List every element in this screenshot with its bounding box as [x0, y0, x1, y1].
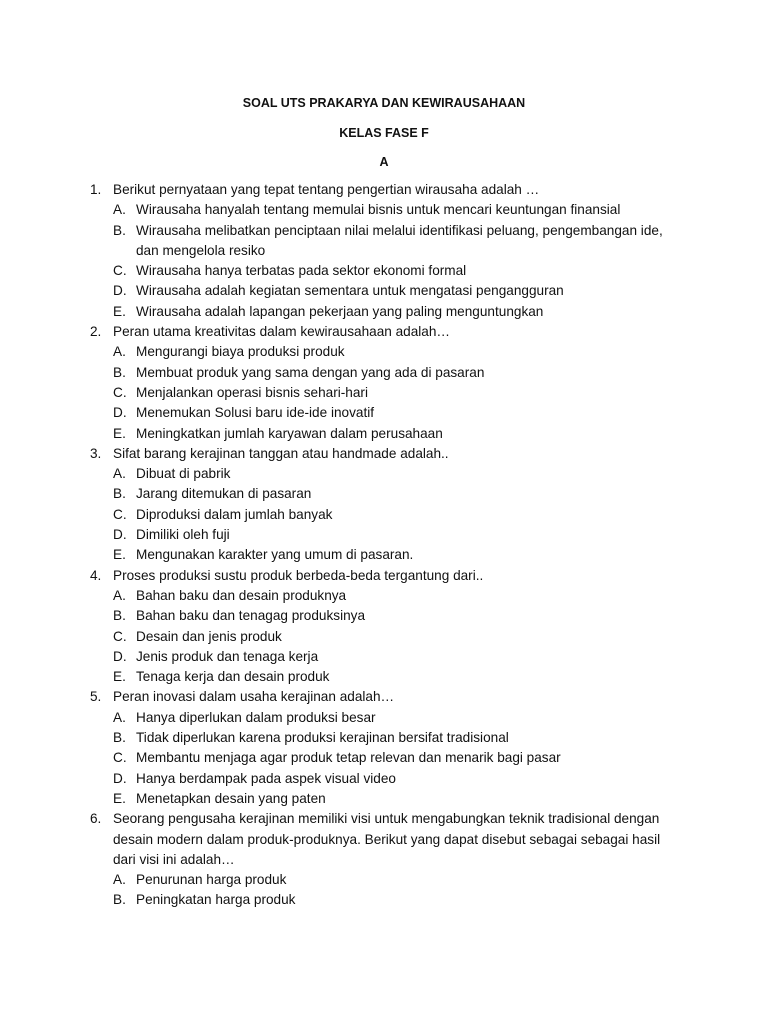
option-item	[0, 342, 768, 362]
option-text: Jarang ditemukan di pasaran	[136, 486, 312, 502]
option-item	[0, 200, 768, 220]
option-item	[0, 728, 768, 748]
question-text: Peran inovasi dalam usaha kerajinan adalah…	[113, 689, 395, 705]
option-list	[0, 586, 768, 687]
option-list	[0, 464, 768, 565]
option-item	[0, 261, 768, 281]
option-text: Peningkatan harga produk	[136, 892, 296, 908]
option-letter: C.	[113, 384, 127, 400]
option-item	[0, 221, 768, 262]
option-letter: B.	[113, 486, 126, 502]
question-number: 5.	[90, 689, 102, 705]
option-item	[0, 383, 768, 403]
option-letter: C.	[113, 628, 127, 644]
option-letter: A.	[113, 872, 126, 888]
question-text: Peran utama kreativitas dalam kewirausahaan adalah…	[113, 324, 451, 340]
option-text: Jenis produk dan tenaga kerja	[136, 648, 319, 664]
question-number: 6.	[90, 811, 102, 827]
option-text: Dimiliki oleh fuji	[136, 527, 230, 543]
option-item	[0, 667, 768, 687]
option-text: Menemukan Solusi baru ide-ide inovatif	[136, 405, 375, 421]
option-item	[0, 525, 768, 545]
option-item	[0, 586, 768, 606]
option-list	[0, 200, 768, 322]
option-text: Mengurangi biaya produksi produk	[136, 344, 345, 360]
question-number: 4.	[90, 567, 102, 583]
option-text: Penurunan harga produk	[136, 872, 287, 888]
option-text: Wirausaha melibatkan penciptaan nilai melalui identifikasi peluang, pengembangan ide, dan mengelola resiko	[136, 222, 663, 258]
option-item	[0, 890, 768, 910]
option-item	[0, 708, 768, 728]
option-item	[0, 403, 768, 423]
option-letter: D.	[113, 527, 127, 543]
option-list	[0, 342, 768, 443]
question-2	[0, 322, 768, 444]
question-text: Sifat barang kerajinan tanggan atau handmade adalah..	[113, 445, 449, 461]
option-item	[0, 464, 768, 484]
option-text: Diproduksi dalam jumlah banyak	[136, 506, 333, 522]
question-5	[0, 687, 768, 809]
option-text: Tenaga kerja dan desain produk	[136, 669, 330, 685]
option-text: Membantu menjaga agar produk tetap relevan dan menarik bagi pasar	[136, 750, 561, 766]
option-text: Meningkatkan jumlah karyawan dalam perusahaan	[136, 425, 443, 441]
option-item	[0, 545, 768, 565]
option-item	[0, 789, 768, 809]
option-text: Menjalankan operasi bisnis sehari-hari	[136, 384, 368, 400]
question-6	[0, 809, 768, 910]
option-text: Wirausaha adalah kegiatan sementara untuk mengatasi pengangguran	[136, 283, 564, 299]
option-letter: A.	[113, 344, 126, 360]
option-letter: E.	[113, 425, 126, 441]
option-item	[0, 870, 768, 890]
option-text: Wirausaha adalah lapangan pekerjaan yang paling menguntungkan	[136, 303, 544, 319]
question-number: 2.	[90, 324, 102, 340]
question-3	[0, 444, 768, 566]
option-item	[0, 748, 768, 768]
option-letter: D.	[113, 405, 127, 421]
option-text: Hanya diperlukan dalam produksi besar	[136, 709, 376, 725]
option-list	[0, 708, 768, 809]
option-text: Hanya berdampak pada aspek visual video	[136, 770, 396, 786]
option-letter: B.	[113, 364, 126, 380]
question-list	[0, 180, 768, 911]
class-label: KELAS FASE F	[339, 126, 429, 140]
option-letter: E.	[113, 547, 126, 563]
question-1	[0, 180, 768, 322]
question-number: 1.	[90, 182, 102, 197]
option-letter: E.	[113, 669, 126, 685]
option-letter: C.	[113, 506, 127, 522]
option-letter: C.	[113, 750, 127, 766]
document-title: SOAL UTS PRAKARYA DAN KEWIRAUSAHAAN	[242, 96, 526, 110]
option-letter: C.	[113, 263, 127, 279]
option-letter: A.	[113, 202, 126, 218]
option-item	[0, 363, 768, 383]
option-item	[0, 302, 768, 322]
option-text: Tidak diperlukan karena produksi kerajinan bersifat tradisional	[136, 730, 509, 746]
option-text: Menetapkan desain yang paten	[136, 790, 326, 806]
option-letter: E.	[113, 303, 126, 319]
option-item	[0, 505, 768, 525]
option-letter: A.	[113, 587, 126, 603]
option-text: Bahan baku dan desain produknya	[136, 587, 347, 603]
option-text: Bahan baku dan tenagag produksinya	[136, 608, 366, 624]
option-text: Desain dan jenis produk	[136, 628, 282, 644]
question-text: Seorang pengusaha kerajinan memiliki visi untuk mengabungkan teknik tradisional dengan desain modern dalam produk-produknya. Berikut yang dapat disebut sebagai sebagai hasil dari visi ini adalah…	[113, 811, 661, 867]
option-item	[0, 484, 768, 504]
question-text: Berikut pernyataan yang tepat tentang pengertian wirausaha adalah …	[113, 182, 540, 197]
option-letter: D.	[113, 648, 127, 664]
option-letter: B.	[113, 892, 126, 908]
option-text: Dibuat di pabrik	[136, 466, 231, 482]
option-item	[0, 769, 768, 789]
option-item	[0, 606, 768, 626]
option-item	[0, 627, 768, 647]
option-text: Wirausaha hanya terbatas pada sektor ekonomi formal	[136, 263, 467, 279]
question-4	[0, 566, 768, 688]
option-letter: E.	[113, 790, 126, 806]
option-letter: B.	[113, 730, 126, 746]
option-text: Membuat produk yang sama dengan yang ada di pasaran	[136, 364, 485, 380]
option-letter: D.	[113, 770, 127, 786]
option-letter: B.	[113, 222, 126, 238]
option-item	[0, 281, 768, 301]
option-letter: B.	[113, 608, 126, 624]
option-list	[0, 870, 768, 911]
question-number: 3.	[90, 445, 102, 461]
question-text: Proses produksi sustu produk berbeda-beda tergantung dari..	[113, 567, 484, 583]
option-text: Wirausaha hanyalah tentang memulai bisnis untuk mencari keuntungan finansial	[136, 202, 621, 218]
option-letter: A.	[113, 709, 126, 725]
variant-label: A	[379, 155, 389, 169]
option-letter: D.	[113, 283, 127, 299]
option-item	[0, 424, 768, 444]
option-letter: A.	[113, 466, 126, 482]
option-item	[0, 647, 768, 667]
option-text: Mengunakan karakter yang umum di pasaran.	[136, 547, 414, 563]
